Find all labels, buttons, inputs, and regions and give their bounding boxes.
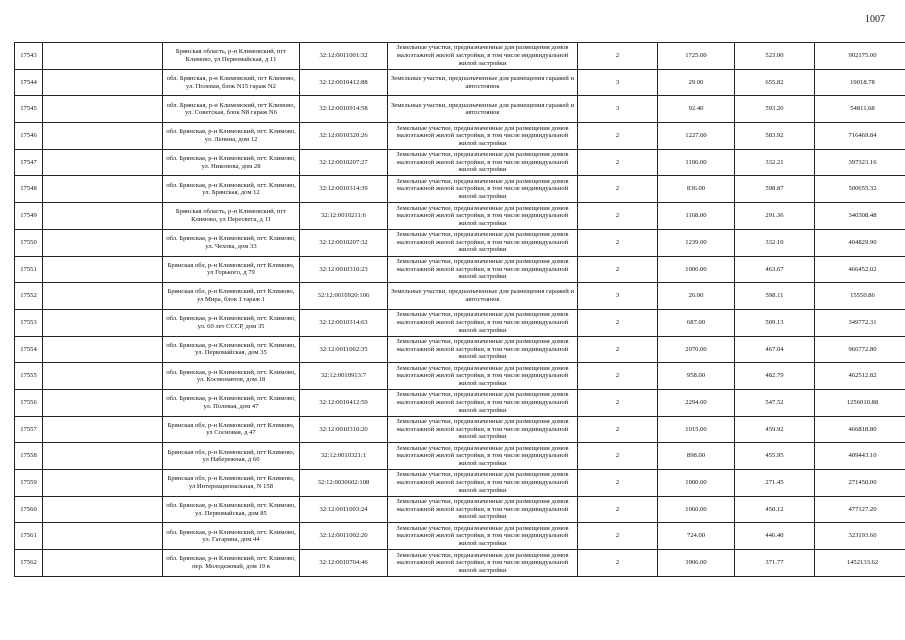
address-cell: обл. Брянская, р-н Климовский, пгт. Климово, ул. Гагарина, дом 44 bbox=[163, 523, 300, 550]
land-use-cell: Земельные участки, предназначенные для размещения домов малоэтажной жилой застройки, в том числе индивидуальной жилой застройки bbox=[388, 523, 578, 550]
table-row bbox=[15, 283, 905, 310]
table-row bbox=[15, 69, 905, 96]
address-cell: обл. Брянская, р-н Климовский, пгт. Климово, пер. Молодежный, дом 19 в bbox=[163, 550, 300, 577]
cadastral-value-cell: 500655.32 bbox=[815, 176, 905, 203]
empty-cell bbox=[43, 283, 163, 310]
group-cell: 2 bbox=[578, 336, 658, 363]
cadastral-value-cell: 340308.48 bbox=[815, 203, 905, 230]
land-use-cell: Земельные участки, предназначенные для размещения домов малоэтажной жилой застройки, в том числе индивидуальной жилой застройки bbox=[388, 550, 578, 577]
land-use-cell: Земельные участки, предназначенные для размещения гаражей и автостоянок bbox=[388, 96, 578, 123]
cadastral-number-cell: 32:12:0011002:35 bbox=[300, 336, 388, 363]
area-cell: 958.00 bbox=[658, 363, 735, 390]
row-number: 17557 bbox=[15, 416, 43, 443]
group-cell: 2 bbox=[578, 389, 658, 416]
table-row bbox=[15, 256, 905, 283]
table-row bbox=[15, 96, 905, 123]
land-use-cell: Земельные участки, предназначенные для размещения домов малоэтажной жилой застройки, в том числе индивидуальной жилой застройки bbox=[388, 176, 578, 203]
empty-cell bbox=[43, 336, 163, 363]
row-number: 17551 bbox=[15, 256, 43, 283]
empty-cell bbox=[43, 256, 163, 283]
address-cell: Брянская область, р-н Климовский, пгт Климово, ул Первомайская, д 11 bbox=[163, 43, 300, 70]
cadastral-value-cell: 271450.00 bbox=[815, 470, 905, 497]
table-row bbox=[15, 550, 905, 577]
group-cell: 2 bbox=[578, 523, 658, 550]
row-number: 17545 bbox=[15, 96, 43, 123]
area-cell: 2294.00 bbox=[658, 389, 735, 416]
cadastral-value-cell: 54811.68 bbox=[815, 96, 905, 123]
group-cell: 2 bbox=[578, 470, 658, 497]
cadastral-number-cell: 32:12:0010310:23 bbox=[300, 256, 388, 283]
specific-value-cell: 332.10 bbox=[735, 229, 815, 256]
land-use-cell: Земельные участки, предназначенные для размещения домов малоэтажной жилой застройки, в том числе индивидуальной жилой застройки bbox=[388, 309, 578, 336]
cadastral-value-cell: 15550.86 bbox=[815, 283, 905, 310]
cadastral-number-cell: 32:12:0010412:59 bbox=[300, 389, 388, 416]
specific-value-cell: 332.21 bbox=[735, 149, 815, 176]
cadastral-value-cell: 902175.00 bbox=[815, 43, 905, 70]
address-cell: Брянская обл, р-н Климовский, пгт Климово, ул Горького, д 79 bbox=[163, 256, 300, 283]
specific-value-cell: 467.04 bbox=[735, 336, 815, 363]
area-cell: 92.40 bbox=[658, 96, 735, 123]
group-cell: 2 bbox=[578, 176, 658, 203]
address-cell: обл. Брянская, р-н Климовский, пгт Климово, ул. Советская, блок N8 гараж N6 bbox=[163, 96, 300, 123]
group-cell: 2 bbox=[578, 229, 658, 256]
cadastral-number-cell: 32:12:0010920:106 bbox=[300, 283, 388, 310]
area-cell: 1000.00 bbox=[658, 470, 735, 497]
row-number: 17559 bbox=[15, 470, 43, 497]
area-cell: 1060.00 bbox=[658, 496, 735, 523]
cadastral-number-cell: 32:12:0011003:24 bbox=[300, 496, 388, 523]
area-cell: 687.00 bbox=[658, 309, 735, 336]
area-cell: 1239.00 bbox=[658, 229, 735, 256]
group-cell: 3 bbox=[578, 69, 658, 96]
cadastral-value-cell: 1256010.88 bbox=[815, 389, 905, 416]
empty-cell bbox=[43, 149, 163, 176]
row-number: 17547 bbox=[15, 149, 43, 176]
row-number: 17561 bbox=[15, 523, 43, 550]
specific-value-cell: 455.95 bbox=[735, 443, 815, 470]
land-use-cell: Земельные участки, предназначенные для размещения домов малоэтажной жилой застройки, в том числе индивидуальной жилой застройки bbox=[388, 389, 578, 416]
cadastral-value-cell: 477127.20 bbox=[815, 496, 905, 523]
empty-cell bbox=[43, 176, 163, 203]
cadastral-number-cell: 32:12:0010914:58 bbox=[300, 96, 388, 123]
cadastral-value-cell: 966772.80 bbox=[815, 336, 905, 363]
group-cell: 2 bbox=[578, 496, 658, 523]
area-cell: 1196.00 bbox=[658, 149, 735, 176]
area-cell: 1015.00 bbox=[658, 416, 735, 443]
land-use-cell: Земельные участки, предназначенные для размещения домов малоэтажной жилой застройки, в том числе индивидуальной жилой застройки bbox=[388, 416, 578, 443]
row-number: 17546 bbox=[15, 123, 43, 150]
land-use-cell: Земельные участки, предназначенные для размещения домов малоэтажной жилой застройки, в том числе индивидуальной жилой застройки bbox=[388, 470, 578, 497]
address-cell: Брянская область, р-н Климовский, пгт Климово, ул Пересвета, д 11 bbox=[163, 203, 300, 230]
address-cell: обл. Брянская, р-н Климовский, пгт. Климово, ул. Ленина, дом 12 bbox=[163, 123, 300, 150]
empty-cell bbox=[43, 416, 163, 443]
group-cell: 2 bbox=[578, 256, 658, 283]
empty-cell bbox=[43, 363, 163, 390]
cadastral-number-cell: 32:12:0010704:46 bbox=[300, 550, 388, 577]
row-number: 17562 bbox=[15, 550, 43, 577]
address-cell: Брянская обл, р-н Климовский, пгт Климово, ул Набережная, д 60 bbox=[163, 443, 300, 470]
table-row bbox=[15, 336, 905, 363]
row-number: 17549 bbox=[15, 203, 43, 230]
specific-value-cell: 598.87 bbox=[735, 176, 815, 203]
page-number: 1007 bbox=[865, 14, 885, 25]
cadastral-number-cell: 32:12:0010321:1 bbox=[300, 443, 388, 470]
area-cell: 2070.00 bbox=[658, 336, 735, 363]
cadastral-value-cell: 466818.80 bbox=[815, 416, 905, 443]
area-cell: 836.00 bbox=[658, 176, 735, 203]
land-use-cell: Земельные участки, предназначенные для размещения домов малоэтажной жилой застройки, в том числе индивидуальной жилой застройки bbox=[388, 203, 578, 230]
table-row bbox=[15, 176, 905, 203]
land-use-cell: Земельные участки, предназначенные для размещения домов малоэтажной жилой застройки, в том числе индивидуальной жилой застройки bbox=[388, 363, 578, 390]
empty-cell bbox=[43, 389, 163, 416]
address-cell: обл. Брянская, р-н Климовский, пгт. Климово, ул. Первомайская, дом 35 bbox=[163, 336, 300, 363]
empty-cell bbox=[43, 550, 163, 577]
row-number: 17548 bbox=[15, 176, 43, 203]
address-cell: Брянская обл, р-н Климовский, пгт Климово, ул Мира, блок 1 гараж 1 bbox=[163, 283, 300, 310]
row-number: 17558 bbox=[15, 443, 43, 470]
cadastral-value-table bbox=[14, 42, 905, 577]
row-number: 17554 bbox=[15, 336, 43, 363]
address-cell: обл. Брянская, р-н Климовский, пгт. Климово, ул. Космонавтов, дом 18 bbox=[163, 363, 300, 390]
area-cell: 29.00 bbox=[658, 69, 735, 96]
cadastral-value-cell: 462512.82 bbox=[815, 363, 905, 390]
group-cell: 2 bbox=[578, 123, 658, 150]
group-cell: 2 bbox=[578, 203, 658, 230]
specific-value-cell: 593.20 bbox=[735, 96, 815, 123]
empty-cell bbox=[43, 96, 163, 123]
cadastral-value-cell: 1452133.62 bbox=[815, 550, 905, 577]
specific-value-cell: 509.13 bbox=[735, 309, 815, 336]
cadastral-value-cell: 716469.84 bbox=[815, 123, 905, 150]
table-row bbox=[15, 443, 905, 470]
specific-value-cell: 271.45 bbox=[735, 470, 815, 497]
area-cell: 1725.00 bbox=[658, 43, 735, 70]
table-row bbox=[15, 229, 905, 256]
area-cell: 1227.00 bbox=[658, 123, 735, 150]
specific-value-cell: 450.12 bbox=[735, 496, 815, 523]
empty-cell bbox=[43, 203, 163, 230]
specific-value-cell: 547.52 bbox=[735, 389, 815, 416]
cadastral-number-cell: 32:12:0010310:20 bbox=[300, 416, 388, 443]
land-use-cell: Земельные участки, предназначенные для размещения домов малоэтажной жилой застройки, в том числе индивидуальной жилой застройки bbox=[388, 496, 578, 523]
table-row bbox=[15, 470, 905, 497]
group-cell: 3 bbox=[578, 96, 658, 123]
land-use-cell: Земельные участки, предназначенные для размещения домов малоэтажной жилой застройки, в том числе индивидуальной жилой застройки bbox=[388, 123, 578, 150]
cadastral-number-cell: 32:12:0010320:26 bbox=[300, 123, 388, 150]
group-cell: 2 bbox=[578, 416, 658, 443]
table-row bbox=[15, 523, 905, 550]
land-use-cell: Земельные участки, предназначенные для размещения гаражей и автостоянок bbox=[388, 283, 578, 310]
cadastral-value-cell: 323193.60 bbox=[815, 523, 905, 550]
table-row bbox=[15, 203, 905, 230]
table-row bbox=[15, 123, 905, 150]
area-cell: 26.00 bbox=[658, 283, 735, 310]
row-number: 17544 bbox=[15, 69, 43, 96]
group-cell: 2 bbox=[578, 309, 658, 336]
address-cell: Брянская обл, р-н Климовский, пгт Климово, ул Сосновая, д 47 bbox=[163, 416, 300, 443]
area-cell: 1006.00 bbox=[658, 256, 735, 283]
cadastral-number-cell: 32:12:0010211:6 bbox=[300, 203, 388, 230]
table-row bbox=[15, 149, 905, 176]
empty-cell bbox=[43, 229, 163, 256]
land-use-cell: Земельные участки, предназначенные для размещения домов малоэтажной жилой застройки, в том числе индивидуальной жилой застройки bbox=[388, 43, 578, 70]
empty-cell bbox=[43, 470, 163, 497]
table-row bbox=[15, 363, 905, 390]
group-cell: 2 bbox=[578, 149, 658, 176]
cadastral-number-cell: 32:12:0010913:7 bbox=[300, 363, 388, 390]
table-row bbox=[15, 416, 905, 443]
row-number: 17555 bbox=[15, 363, 43, 390]
address-cell: Брянская обл, р-н Климовский, пгт Климово, ул Интернациональная, N 158 bbox=[163, 470, 300, 497]
empty-cell bbox=[43, 496, 163, 523]
cadastral-value-cell: 404829.90 bbox=[815, 229, 905, 256]
specific-value-cell: 482.79 bbox=[735, 363, 815, 390]
address-cell: обл. Брянская, р-н Климовский, пгт. Климово, ул. Чехова, дом 33 bbox=[163, 229, 300, 256]
empty-cell bbox=[43, 523, 163, 550]
group-cell: 2 bbox=[578, 550, 658, 577]
empty-cell bbox=[43, 443, 163, 470]
land-use-cell: Земельные участки, предназначенные для размещения домов малоэтажной жилой застройки, в том числе индивидуальной жилой застройки bbox=[388, 149, 578, 176]
address-cell: обл. Брянская, р-н Климовский, пгт. Климово, ул. Никонова, дом 28 bbox=[163, 149, 300, 176]
empty-cell bbox=[43, 309, 163, 336]
address-cell: обл. Брянская, р-н Климовский, пгт. Климово, ул. Брянская, дом 12 bbox=[163, 176, 300, 203]
land-use-cell: Земельные участки, предназначенные для размещения домов малоэтажной жилой застройки, в том числе индивидуальной жилой застройки bbox=[388, 443, 578, 470]
group-cell: 3 bbox=[578, 283, 658, 310]
land-use-cell: Земельные участки, предназначенные для размещения гаражей и автостоянок bbox=[388, 69, 578, 96]
table-row bbox=[15, 43, 905, 70]
cadastral-value-cell: 349772.31 bbox=[815, 309, 905, 336]
table-row bbox=[15, 389, 905, 416]
empty-cell bbox=[43, 69, 163, 96]
row-number: 17553 bbox=[15, 309, 43, 336]
specific-value-cell: 523.00 bbox=[735, 43, 815, 70]
empty-cell bbox=[43, 123, 163, 150]
land-use-cell: Земельные участки, предназначенные для размещения домов малоэтажной жилой застройки, в том числе индивидуальной жилой застройки bbox=[388, 336, 578, 363]
area-cell: 724.00 bbox=[658, 523, 735, 550]
specific-value-cell: 598.11 bbox=[735, 283, 815, 310]
cadastral-number-cell: 32:12:0010207:27 bbox=[300, 149, 388, 176]
cadastral-number-cell: 32:12:0030602:108 bbox=[300, 470, 388, 497]
group-cell: 2 bbox=[578, 43, 658, 70]
cadastral-value-cell: 466452.02 bbox=[815, 256, 905, 283]
address-cell: обл. Брянская, р-н Климовский, пгт. Климово, ул. 60 лет СССР, дом 35 bbox=[163, 309, 300, 336]
row-number: 17543 bbox=[15, 43, 43, 70]
specific-value-cell: 371.77 bbox=[735, 550, 815, 577]
area-cell: 898.00 bbox=[658, 443, 735, 470]
cadastral-number-cell: 32:12:0011002:20 bbox=[300, 523, 388, 550]
cadastral-number-cell: 32:12:0011001:32 bbox=[300, 43, 388, 70]
cadastral-number-cell: 32:12:0010314:63 bbox=[300, 309, 388, 336]
cadastral-value-cell: 397323.16 bbox=[815, 149, 905, 176]
row-number: 17550 bbox=[15, 229, 43, 256]
table-row bbox=[15, 496, 905, 523]
group-cell: 2 bbox=[578, 363, 658, 390]
land-use-cell: Земельные участки, предназначенные для размещения домов малоэтажной жилой застройки, в том числе индивидуальной жилой застройки bbox=[388, 229, 578, 256]
cadastral-number-cell: 32:12:0010314:39 bbox=[300, 176, 388, 203]
row-number: 17560 bbox=[15, 496, 43, 523]
cadastral-value-cell: 409443.10 bbox=[815, 443, 905, 470]
row-number: 17552 bbox=[15, 283, 43, 310]
address-cell: обл. Брянская, р-н Климовский, пгт Климово, ул. Полевая, блок N15 гараж N2 bbox=[163, 69, 300, 96]
address-cell: обл. Брянская, р-н Климовский, пгт. Климово, ул. Первомайская, дом 85 bbox=[163, 496, 300, 523]
group-cell: 2 bbox=[578, 443, 658, 470]
cadastral-number-cell: 32:12:0010207:32 bbox=[300, 229, 388, 256]
row-number: 17556 bbox=[15, 389, 43, 416]
land-use-cell: Земельные участки, предназначенные для размещения домов малоэтажной жилой застройки, в том числе индивидуальной жилой застройки bbox=[388, 256, 578, 283]
area-cell: 3906.00 bbox=[658, 550, 735, 577]
specific-value-cell: 583.92 bbox=[735, 123, 815, 150]
address-cell: обл. Брянская, р-н Климовский, пгт. Климово, ул. Полевая, дом 47 bbox=[163, 389, 300, 416]
specific-value-cell: 655.82 bbox=[735, 69, 815, 96]
cadastral-value-cell: 19018.78 bbox=[815, 69, 905, 96]
specific-value-cell: 459.92 bbox=[735, 416, 815, 443]
area-cell: 1168.00 bbox=[658, 203, 735, 230]
empty-cell bbox=[43, 43, 163, 70]
specific-value-cell: 291.36 bbox=[735, 203, 815, 230]
cadastral-number-cell: 32:12:0010412:88 bbox=[300, 69, 388, 96]
specific-value-cell: 463.67 bbox=[735, 256, 815, 283]
table-row bbox=[15, 309, 905, 336]
specific-value-cell: 446.40 bbox=[735, 523, 815, 550]
